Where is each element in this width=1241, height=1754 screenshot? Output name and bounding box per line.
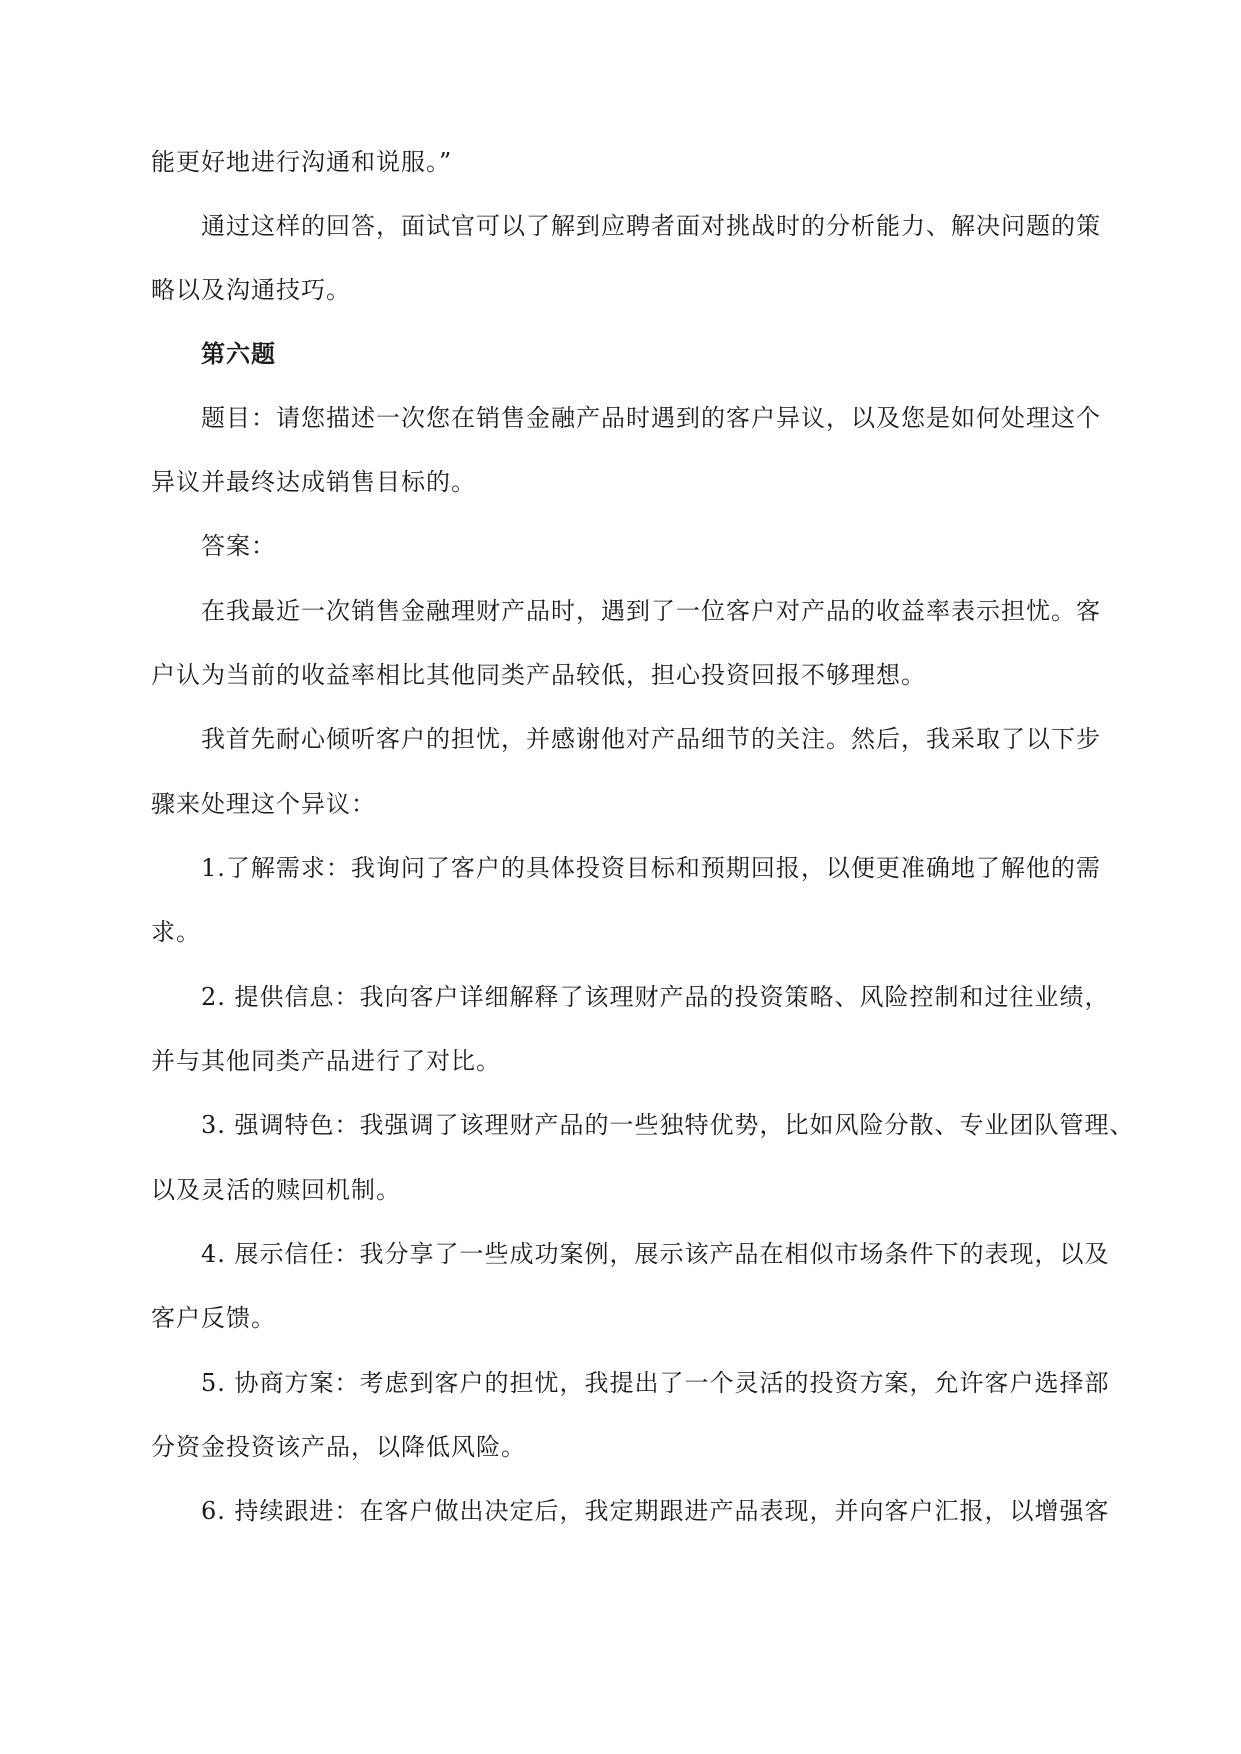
answer-label: 答案： [201,532,276,560]
paragraph-line: 在我最近一次销售金融理财产品时，遇到了一位客户对产品的收益率表示担忧。客 [201,597,1101,625]
paragraph-line: 骤来处理这个异议： [151,790,376,818]
section-heading: 第六题 [201,339,276,368]
paragraph-line: 我首先耐心倾听客户的担忧，并感谢他对产品细节的关注。然后，我采取了以下步 [201,725,1101,753]
list-item-line: 客户反馈。 [151,1304,276,1332]
paragraph-line: 户认为当前的收益率相比其他同类产品较低，担心投资回报不够理想。 [151,661,926,689]
list-item-line: 4. 展示信任：我分享了一些成功案例，展示该产品在相似市场条件下的表现，以及 [201,1240,1110,1268]
list-item-line: 以及灵活的赎回机制。 [151,1176,401,1204]
list-item-line: 求。 [151,918,201,946]
list-item-line: 6. 持续跟进：在客户做出决定后，我定期跟进产品表现，并向客户汇报，以增强客 [201,1497,1110,1525]
paragraph-line: 通过这样的回答，面试官可以了解到应聘者面对挑战时的分析能力、解决问题的策 [201,212,1101,240]
question-line: 题目：请您描述一次您在销售金融产品时遇到的客户异议，以及您是如何处理这个 [201,404,1101,432]
paragraph-line: 略以及沟通技巧。 [151,276,351,304]
list-item-line: 1.了解需求：我询问了客户的具体投资目标和预期回报，以便更准确地了解他的需 [201,854,1101,882]
list-item-line: 并与其他同类产品进行了对比。 [151,1047,501,1075]
paragraph-line: 能更好地进行沟通和说服。” [151,148,453,176]
list-item-line: 3. 强调特色：我强调了该理财产品的一些独特优势，比如风险分散、专业团队管理、 [201,1111,1135,1139]
list-item-line: 5. 协商方案：考虑到客户的担忧，我提出了一个灵活的投资方案，允许客户选择部 [201,1369,1110,1397]
list-item-line: 分资金投资该产品，以降低风险。 [151,1433,526,1461]
question-line: 异议并最终达成销售目标的。 [151,468,476,496]
list-item-line: 2. 提供信息：我向客户详细解释了该理财产品的投资策略、风险控制和过往业绩， [201,983,1110,1011]
